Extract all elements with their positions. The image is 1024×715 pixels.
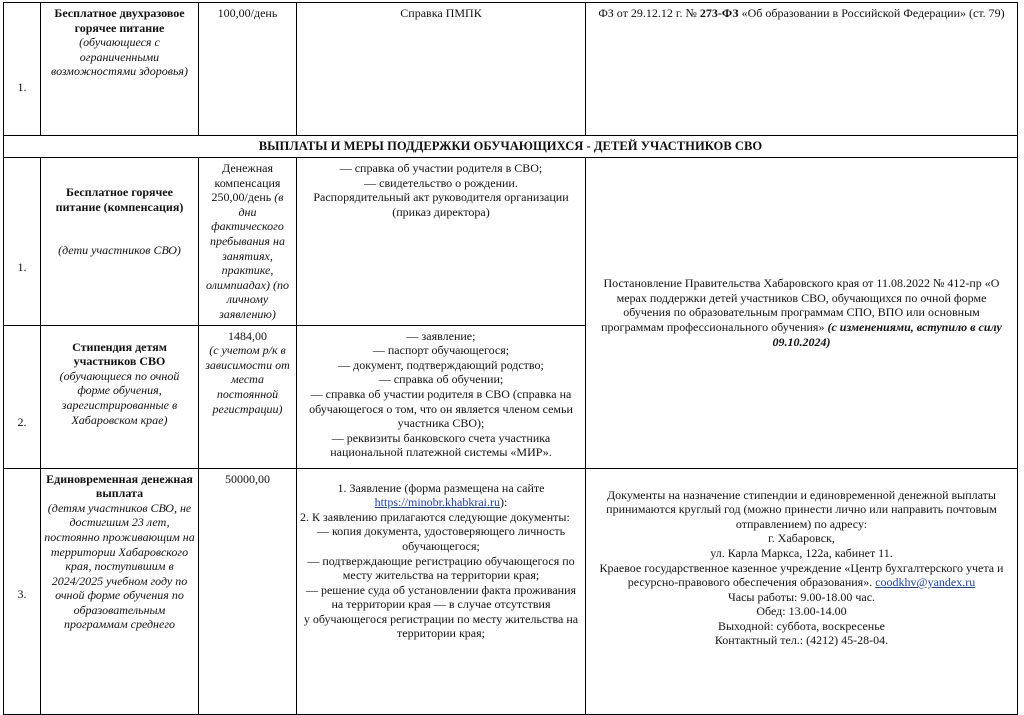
basis-law-number: 273-ФЗ <box>699 6 739 20</box>
documents-text: Справка ПМПК <box>400 6 482 20</box>
row-number-text: 1. <box>17 80 27 95</box>
benefit-subtitle: (дети участников СВО) <box>58 243 181 258</box>
minobr-site-link[interactable]: https://minobr.khabkrai.ru <box>374 495 500 510</box>
amount-cell <box>199 325 297 468</box>
row-number <box>4 3 41 136</box>
row-number-text: 1. <box>17 259 27 274</box>
document-item: 2. К заявлению прилагаются следующие документы: <box>300 509 570 524</box>
contact-hours: Часы работы: 9.00-18.00 час. <box>727 589 876 604</box>
contact-email-link[interactable]: coodkhv@yandex.ru <box>875 575 976 590</box>
document-item: — свидетельство о рождении. <box>364 175 518 190</box>
document-item: — подтверждающие регистрацию обучающегося по месту жительства на территории края; <box>307 553 575 583</box>
document-item-suffix: ): <box>499 495 508 510</box>
benefit-title: Бесплатное двухразовое горячее питание <box>54 6 185 35</box>
benefits-table <box>3 2 1018 715</box>
amount-note: (с учетом р/к в зависимости от места постоянной регистрации) <box>205 343 290 416</box>
contact-org <box>594 561 1009 590</box>
contact-street: ул. Карла Маркса, 122а, кабинет 11. <box>710 545 893 560</box>
row-number-text: 2. <box>17 415 27 430</box>
basis-prefix: ФЗ от 29.12.12 г. № <box>598 6 700 20</box>
contact-intro: Документы на назначение стипендии и единовременной денежной выплаты принимаются круглый год (можно принести лично или направить почтовым отправлением) по адресу: <box>606 487 997 531</box>
table-row <box>4 158 1018 326</box>
table-row <box>4 3 1018 136</box>
benefit-cell <box>41 158 199 326</box>
spacer <box>44 214 195 243</box>
basis-main: Постановление Правительства Хабаровского края от 11.08.2022 № 412-пр «О мерах поддержки детей участников СВО, обучающихся по очной форме обучения по образовательным программам СПО, ВПО или основным программам профессионального обучения» <box>601 276 1000 335</box>
contact-phone: Контактный тел.: (4212) 45-28-04. <box>714 633 889 648</box>
row-number <box>4 158 41 326</box>
contact-days-off: Выходной: суббота, воскресенье <box>717 618 885 633</box>
amount-main: 50000,00 <box>225 471 270 486</box>
benefit-cell <box>41 468 199 714</box>
document-item: Распорядительный акт руководителя организации (приказ директора) <box>313 190 569 219</box>
amount-main: 1484,00 <box>228 328 267 343</box>
benefit-subtitle: (обучающиеся с ограниченными возможностями здоровья) <box>51 35 188 79</box>
benefit-title: Единовременная денежная выплата <box>46 471 193 501</box>
document-item-text: 1. Заявление (форма размещена на сайте <box>337 480 545 495</box>
benefit-subtitle: (обучающиеся по очной форме обучения, зарегистрированные в Хабаровском крае) <box>59 368 180 427</box>
document-item: — решение суда об установлении факта проживания на территории края — в случае отсутствия <box>305 582 577 612</box>
basis-cell <box>586 158 1018 469</box>
benefit-subtitle: (детям участников СВО, не достигшим 23 лет, постоянно проживающим на территории Хабаровского края, поступившим в 2024/2025 учебном году по очной форме обучения по образовательным программам среднего <box>44 500 195 632</box>
amount-cell <box>199 468 297 714</box>
document-item: — документ, подтверждающий родство; <box>338 357 544 372</box>
basis-rest: «Об образовании в Российской Федерации» (ст. 79) <box>738 6 1005 20</box>
document-item: — справка об обучении; <box>378 372 504 387</box>
table-row <box>4 468 1018 714</box>
amount-cell <box>199 3 297 136</box>
contact-org-text: Краевое государственное казенное учреждение «Центр бухгалтерского учета и ресурсно-правового обеспечения образования». <box>599 560 1004 590</box>
amount-main: Денежная компенсация 250,00/день <box>211 161 281 205</box>
row-number <box>4 325 41 468</box>
documents-cell <box>297 325 586 468</box>
contact-lunch: Обед: 13.00-14.00 <box>756 604 847 619</box>
benefit-title: Бесплатное горячее питание (компенсация) <box>55 185 184 214</box>
documents-cell <box>297 158 586 326</box>
benefit-cell <box>41 325 199 468</box>
document-item: — справка об участии родителя в СВО; <box>339 161 543 175</box>
document-item: у обучающегося регистрации по месту жительства на территории края; <box>303 611 579 641</box>
documents-cell <box>297 468 586 714</box>
amount-text: 100,00/день <box>217 6 278 20</box>
benefit-title: Стипендия детям участников СВО <box>72 339 167 369</box>
amount-note: (в дни фактического пребывания на занятиях, практике, олимпиадах) (по личному заявлению) <box>206 190 289 321</box>
basis-note: (с изменениями, вступило в силу 09.10.2024) <box>772 320 1002 349</box>
contact-cell <box>586 468 1018 714</box>
basis-cell <box>586 3 1018 136</box>
documents-cell <box>297 3 586 136</box>
benefit-cell <box>41 3 199 136</box>
contact-city: г. Хабаровск, <box>768 531 835 546</box>
section-row <box>4 136 1018 158</box>
amount-cell <box>199 158 297 326</box>
document-item: — справка об участии родителя в СВО (справка на обучающегося о том, что он является членом семьи участника СВО); <box>309 386 573 431</box>
row-number <box>4 468 41 714</box>
document-item: — паспорт обучающегося; <box>372 343 510 358</box>
document-item: — реквизиты банковского счета участника национальной платежной системы «МИР». <box>330 430 552 460</box>
document-item <box>300 481 582 510</box>
document-item: — копия документа, удостоверяющего личность обучающегося; <box>316 524 566 553</box>
document-item: — заявление; <box>406 328 476 343</box>
row-number-text: 3. <box>17 587 27 602</box>
section-header: ВЫПЛАТЫ И МЕРЫ ПОДДЕРЖКИ ОБУЧАЮЩИХСЯ - ДЕТЕЙ УЧАСТНИКОВ СВО <box>4 136 1018 158</box>
